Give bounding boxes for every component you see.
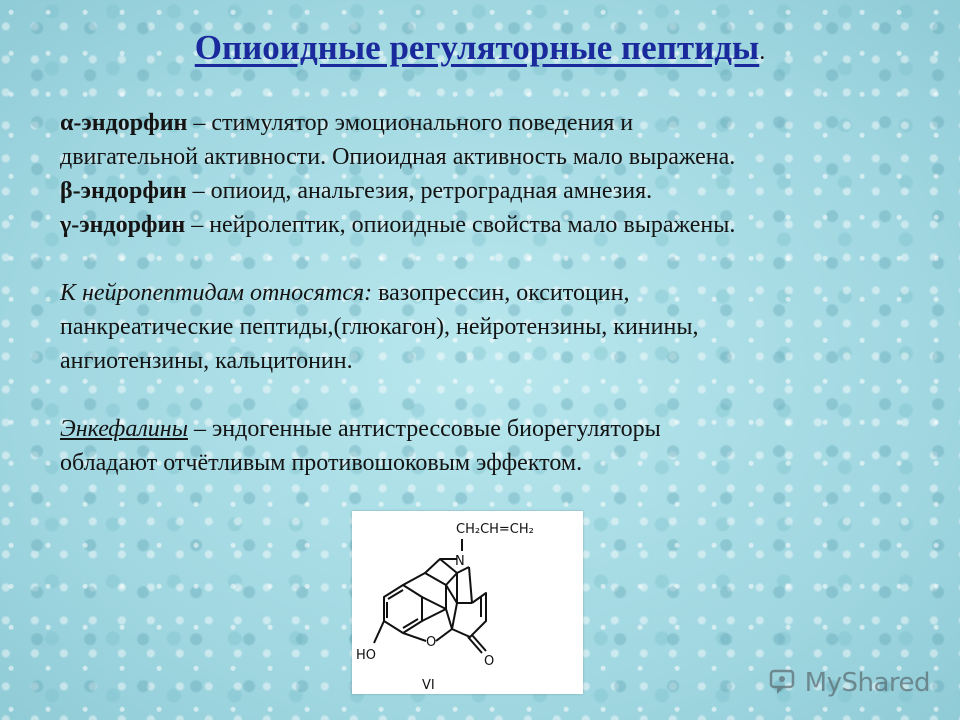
hydroxyl-bond xyxy=(374,621,384,643)
beta-endorphin-line xyxy=(60,174,920,208)
gamma-endorphin-line xyxy=(60,208,920,242)
body-text xyxy=(60,106,920,480)
nitrogen-bond xyxy=(469,567,472,603)
enkephalins-desc-2: обладают отчётливым противошоковым эффектом. xyxy=(60,450,583,476)
chemical-structure-diagram xyxy=(352,511,583,694)
slide-title xyxy=(0,28,960,68)
gamma-term: -эндорфин xyxy=(71,212,186,238)
aromatic-double-bond xyxy=(388,590,403,599)
aromatic-ring xyxy=(384,585,422,633)
ring-bond xyxy=(452,603,457,629)
ring-bonds xyxy=(403,573,446,621)
title-text: Опиоидные регуляторные пептиды xyxy=(194,28,760,67)
beta-term: -эндорфин xyxy=(72,178,187,204)
alpha-endorphin-line xyxy=(60,106,920,140)
ring-oxygen-label: O xyxy=(426,635,437,650)
ring-bond xyxy=(446,585,457,603)
spacer xyxy=(60,378,920,412)
nitrogen-label: N xyxy=(455,554,465,569)
ketone-oxygen-label: O xyxy=(484,654,495,669)
title-trailing: . xyxy=(759,39,766,65)
ring-bond xyxy=(422,597,446,609)
alpha-endorphin-line-2: двигательной активности. Опиоидная активность мало выражена. xyxy=(60,144,736,170)
gamma-desc: – нейролептик, опиоидные свойства мало выражены. xyxy=(185,212,736,238)
allyl-group-label: CH₂CH=CH₂ xyxy=(456,522,534,537)
ring-bond xyxy=(446,609,452,629)
hydroxyl-label: HO xyxy=(356,648,377,663)
alpha-term: -эндорфин xyxy=(73,110,188,136)
neuropeptides-list-2: панкреатические пептиды,(глюкагон), нейротензины, кинины, xyxy=(60,314,699,340)
watermark xyxy=(769,668,930,698)
neuropeptides-lead: К нейропептидам относятся: xyxy=(60,280,373,306)
beta-desc: – опиоид, анальгезия, ретроградная амнезия. xyxy=(186,178,653,204)
myshared-logo-icon xyxy=(769,669,799,697)
alpha-desc-1: – стимулятор эмоционального поведения и xyxy=(187,110,634,136)
beta-symbol: β xyxy=(60,178,73,204)
ether-bond xyxy=(403,633,426,641)
enkephalins-term: Энкефалины xyxy=(60,416,188,442)
watermark-text: MyShared xyxy=(804,668,930,698)
structure-caption: VI xyxy=(422,678,435,693)
neuropeptides-list-1: вазопрессин, окситоцин, xyxy=(372,280,630,306)
alpha-symbol: α xyxy=(60,110,74,136)
ether-bond xyxy=(436,629,452,641)
neuropeptides-list-3: ангиотензины, кальцитонин. xyxy=(60,348,353,374)
neuropeptides-line xyxy=(60,276,920,310)
chemical-structure-image xyxy=(352,511,583,694)
enkephalins-line xyxy=(60,412,920,446)
gamma-symbol: γ xyxy=(60,212,72,238)
spacer xyxy=(60,242,920,276)
aromatic-double-bond xyxy=(403,619,418,628)
enkephalins-desc-1: – эндогенные антистрессовые биорегуляторы xyxy=(187,416,661,442)
